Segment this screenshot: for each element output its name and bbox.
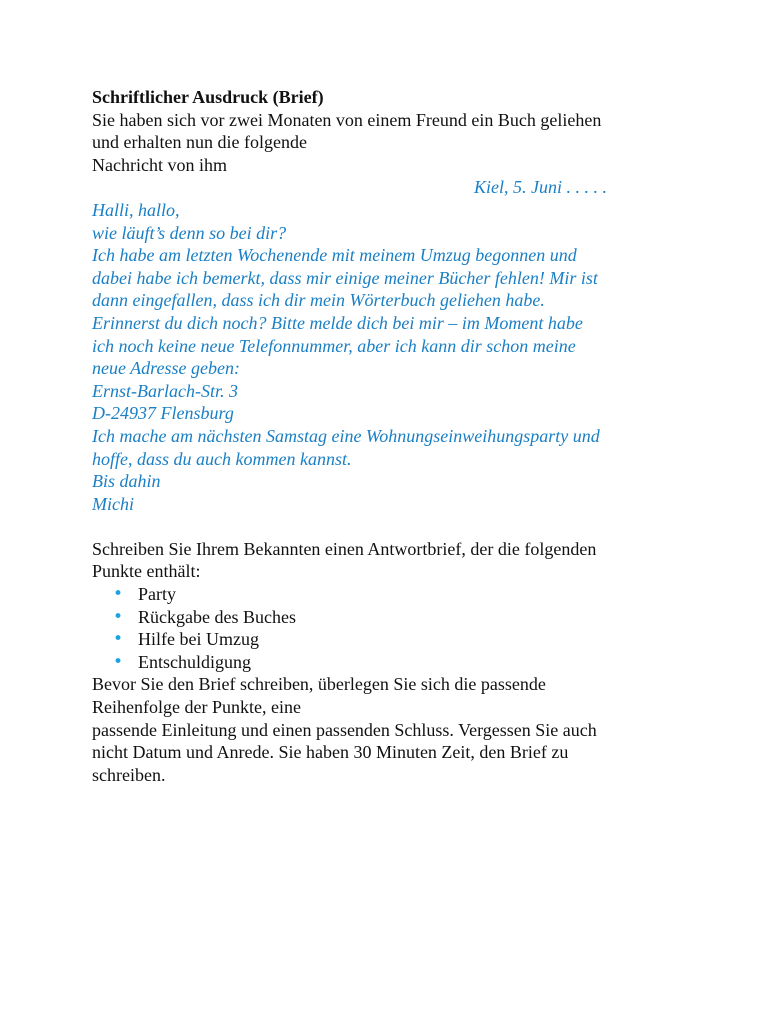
letter-address-city: D-24937 Flensburg (92, 403, 234, 424)
closing-line: passende Einleitung und einen passenden Schluss. Vergessen Sie auch (92, 719, 597, 740)
closing-instructions (92, 673, 692, 786)
letter-line: wie läuft’s denn so bei dir? (92, 222, 287, 243)
letter-line: Halli, hallo, (92, 199, 180, 220)
document-title: Schriftlicher Ausdruck (Brief) (92, 87, 324, 107)
task-point (92, 583, 692, 606)
letter-line: ich noch keine neue Telefonnummer, aber ich kann dir schon meine (92, 335, 576, 356)
paragraph-spacer (92, 515, 692, 538)
letter-date: Kiel, 5. Juni . . . . . (474, 177, 607, 198)
letter-line: dabei habe ich bemerkt, dass mir einige meiner Bücher fehlen! Mir ist (92, 267, 598, 288)
letter-line: Erinnerst du dich noch? Bitte melde dich bei mir – im Moment habe (92, 312, 583, 333)
bullet-icon: • (113, 606, 124, 627)
intro-text (92, 109, 692, 177)
letter-closing: Bis dahin (92, 471, 161, 492)
letter-line: neue Adresse geben: (92, 358, 240, 379)
letter-signature: Michi (92, 493, 134, 514)
intro-line: Sie haben sich vor zwei Monaten von einem Freund ein Buch geliehen (92, 109, 602, 130)
bullet-icon: • (113, 584, 124, 605)
letter-line: Ich mache am nächsten Samstag eine Wohnungseinweihungsparty und (92, 425, 600, 446)
intro-line: und erhalten nun die folgende (92, 132, 307, 153)
letter-line: hoffe, dass du auch kommen kannst. (92, 448, 352, 469)
closing-line: schreiben. (92, 764, 166, 785)
letter-line: dann eingefallen, dass ich dir mein Wörterbuch geliehen habe. (92, 290, 545, 311)
task-point (92, 628, 692, 651)
closing-line: Reihenfolge der Punkte, eine (92, 697, 301, 718)
bullet-icon: • (113, 629, 124, 650)
task-text (92, 538, 692, 583)
task-point-label: Party (138, 584, 176, 605)
closing-line: nicht Datum und Anrede. Sie haben 30 Minuten Zeit, den Brief zu (92, 742, 569, 763)
task-point-label: Hilfe bei Umzug (138, 629, 259, 650)
task-points-list (92, 583, 692, 673)
closing-line: Bevor Sie den Brief schreiben, überlegen Sie sich die passende (92, 674, 546, 695)
task-point-label: Entschuldigung (138, 651, 251, 672)
quoted-letter (92, 176, 692, 515)
bullet-icon: • (113, 651, 124, 672)
task-point (92, 651, 692, 674)
document-content (92, 86, 692, 786)
intro-line: Nachricht von ihm (92, 154, 227, 175)
task-point-label: Rückgabe des Buches (138, 606, 296, 627)
task-point (92, 606, 692, 629)
letter-line: Ich habe am letzten Wochenende mit meinem Umzug begonnen und (92, 245, 577, 266)
letter-address-street: Ernst-Barlach-Str. 3 (92, 380, 238, 401)
task-line: Punkte enthält: (92, 561, 201, 582)
task-line: Schreiben Sie Ihrem Bekannten einen Antwortbrief, der die folgenden (92, 538, 597, 559)
